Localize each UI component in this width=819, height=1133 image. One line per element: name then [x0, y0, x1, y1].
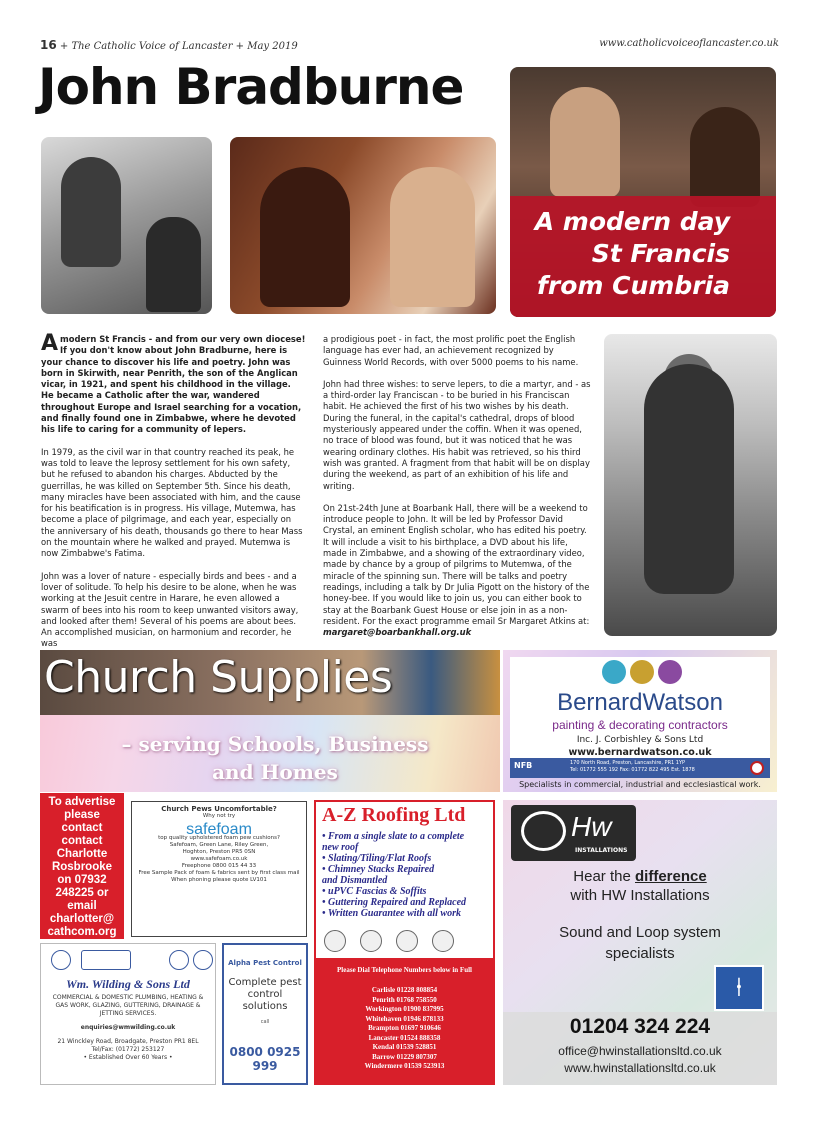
service-list: • From a single slate to a complete new roof • Slating/Tiling/Flat Roofs • Chimney Stacks Repaired and Dismantled • uPVC Fascias & Soffits • Guttering Repaired and Replaced • Written Guarantee with all work [322, 831, 467, 919]
ad-advertise-contact[interactable]: To advertise please contact contact Charlotte Rosbrooke on 07932 248225 or email charlotter@ cathcom.org [40, 793, 124, 939]
lead-paragraph: A modern St Francis - and from our very own diocese! If you don't know about John Bradburne, here is your chance to discover his life and poetry. John was born in Skirwith, near Penrith, the son of the Anglican vicar, in 1921, and spent his childhood in the village. He became a Catholic after the war, wandered throughout Europe and Israel searching for a vocation, and finally found one in Zimbabwe, where he devoted his life to caring for a community of lepers. [41, 331, 306, 435]
ad-subtitle: – serving Schools, Business and Homes [121, 732, 429, 784]
paragraph: a prodigious poet - in fact, the most prolific poet the English language has ever had, an achievement recognized by Guinness World Records, with over 5000 poems to his name. [323, 334, 579, 367]
ad-bernard-watson[interactable] [503, 650, 777, 792]
ad-subheadline: Sound and Loop system specialists [559, 924, 721, 962]
soundwave-icon [521, 811, 566, 851]
accreditation-logos [324, 930, 454, 952]
photo-bradburne-leper [230, 137, 496, 314]
ad-wm-wilding[interactable]: Wm. Wilding & Sons Ltd COMMERCIAL & DOMESTIC PLUMBING, HEATING & GAS WORK, GLAZING, GUTTERING, DRAINAGE & JETTING SERVICES. enquiries@wmwilding.co.uk 21 Winckley Road, Broadgate, Preston PR1 8EL Tel/Fax: (01772) 253127 • Established Over 60 Years • [40, 943, 216, 1085]
ad-title: Church Supplies [44, 652, 393, 703]
paragraph: In 1979, as the civil war in that country reached its peak, he was told to leave the leprosy settlement for his own safety, but he refused to abandon his charges. Abducted by the guerrillas, he was killed on September 5th. Since his death, many miracles have been associated with him, and the cause for his beatification is in progress. His village, Mutemwa, has become a place of pilgrimage, and each year, especially on the anniversary of his death, thousands go there to hear Mass on the mountain where he walked and prayed. Mutemwa is now Zimbabwe's Fatima. [41, 446, 303, 559]
ad-az-roofing[interactable] [314, 800, 495, 960]
hearing-loop-icon: ⍿ [714, 965, 764, 1011]
phone-number[interactable]: 01204 324 224 [569, 1015, 711, 1038]
paint-pots-logo-icon [602, 660, 682, 684]
ad-church-supplies[interactable] [40, 650, 500, 792]
website-link[interactable]: www.catholicvoiceoflancaster.co.uk [599, 38, 779, 49]
drop-cap: A [41, 331, 59, 356]
banner-line-3: from Cumbria [537, 271, 730, 300]
banner-line-2: St Francis [591, 239, 730, 268]
article-column-2 [323, 334, 593, 649]
specialists-text: Specialists in commercial, industrial and ecclesiastical work. [519, 780, 761, 789]
ad-alpha-pest-control[interactable]: Alpha Pest Control Complete pest control solutions call 0800 0925 999 [222, 943, 308, 1085]
company-website[interactable]: www.hwinstallationsltd.co.uk [564, 1061, 716, 1075]
company-email[interactable]: office@hwinstallationsltd.co.uk [558, 1044, 722, 1058]
ad-safefoam[interactable]: Church Pews Uncomfortable? Why not try safefoam top quality upholstered foam pew cushions? Safefoam, Green Lane, Riley Green, Hoghton, Preston PR5 0SN www.safefoam.co.uk Freephone 0800 015 44 33 Free Sample Pack of foam & fabrics sent by first class mail When phoning please quote LV101 [131, 801, 307, 937]
ad-title: A-Z Roofing Ltd [322, 804, 466, 826]
company-website[interactable]: www.bernardwatson.co.uk [568, 747, 712, 758]
ad-headline: Hear the difference with HW Installations [570, 868, 710, 904]
page-number: 16 [40, 38, 57, 52]
page-header [40, 38, 779, 54]
alpha-pest-logo: Alpha Pest Control [228, 959, 302, 967]
company-tagline: painting & decorating contractors [552, 718, 728, 732]
paragraph: On 21st-24th June at Boarbank Hall, there will be a weekend to introduce people to John. It will be led by Professor David Crystal, an eminent English scholar, who has edited his poetry. It will include a visit to his birthplace, a DVD about his life, made in Zimbabwe, and a showing of the extraordinary video, made by chance by a group of pilgrims to Mutemwa, of the miracle of the spinning sun. There will be talks and poetry readings, including a talk by Dr Julia Pigott on the history of the honey-bee. If you would like to join us, you can either book to stay at the Boarbank Guest House or else join in as a non-resident. For the exact programme email Sr Margaret Atkins at: margaret@boarbankhall.org.uk [323, 502, 590, 638]
ad-az-roofing-numbers: Please Dial Telephone Numbers below in Full Carlisle 01228 808854 Penrith 01768 758550 Workington 01900 837995 Whitehaven 01946 878133 Brampton 01697 910646 Lancaster 01524 888358 Kendal 01539 528851 Barrow 01229 807307 Windermere 01539 523913 [314, 960, 495, 1085]
paragraph: John had three wishes: to serve lepers, to die a martyr, and - as a third-order lay Franciscan - to be buried in his Franciscan habit. He achieved the first of his two wishes by his death. During the funeral, in the capital's cathedral, drops of blood mysteriously appeared under the coffin. When it was opened, no trace of blood was found, but it was noticed that he was wearing ordinary clothes. His habit was retrieved, so his third wish was granted. A fragment from that habit will be on display during the weekend, as part of an exhibition of his life and writing. [323, 378, 591, 491]
issue-line [40, 38, 298, 54]
company-name: BernardWatson [557, 689, 723, 716]
trade-badge-icon [750, 761, 764, 775]
headline-banner [510, 196, 776, 317]
company-name: Wm. Wilding & Sons Ltd [66, 977, 190, 991]
contact-strip: NFB 170 North Road, Preston, Lancashire, PR1 1YP Tel: 01772 555 192 Fax: 01772 822 495 Est. 1878 [510, 758, 770, 778]
paragraph: John was a lover of nature - especially birds and bees - and a lover of solitude. To help his desire to be alone, when he was working at the Jesuit centre in Harare, he even allowed a swarm of bees into his room to keep unwanted visitors away, and looked after them! Several of his poems are about bees. An accomplished musician, on harmonium and recorder, he was [41, 570, 299, 649]
banner-line-1: A modern day [534, 207, 730, 236]
hw-logo: Hw INSTALLATIONS [511, 805, 636, 861]
article-column-1 [41, 331, 306, 661]
company-email[interactable]: enquiries@wmwilding.co.uk [80, 1024, 176, 1031]
publication-name: + The Catholic Voice of Lancaster + May 2019 [59, 41, 298, 52]
contact-email[interactable]: margaret@boarbankhall.org.uk [323, 627, 472, 638]
nfb-logo: NFB [514, 761, 533, 770]
ad-hw-installations[interactable] [503, 800, 777, 1085]
ad-heading: Church Pews Uncomfortable? [161, 805, 277, 813]
accreditation-logos [47, 950, 211, 972]
photo-bradburne-bicycle [41, 137, 212, 314]
photo-bradburne-seated [604, 334, 777, 636]
article-title: John Bradburne [38, 58, 464, 116]
company-inc: Inc. J. Corbishley & Sons Ltd [576, 735, 704, 745]
safefoam-logo: safefoam [186, 821, 252, 838]
phone-number[interactable]: 0800 0925 999 [229, 1045, 301, 1073]
